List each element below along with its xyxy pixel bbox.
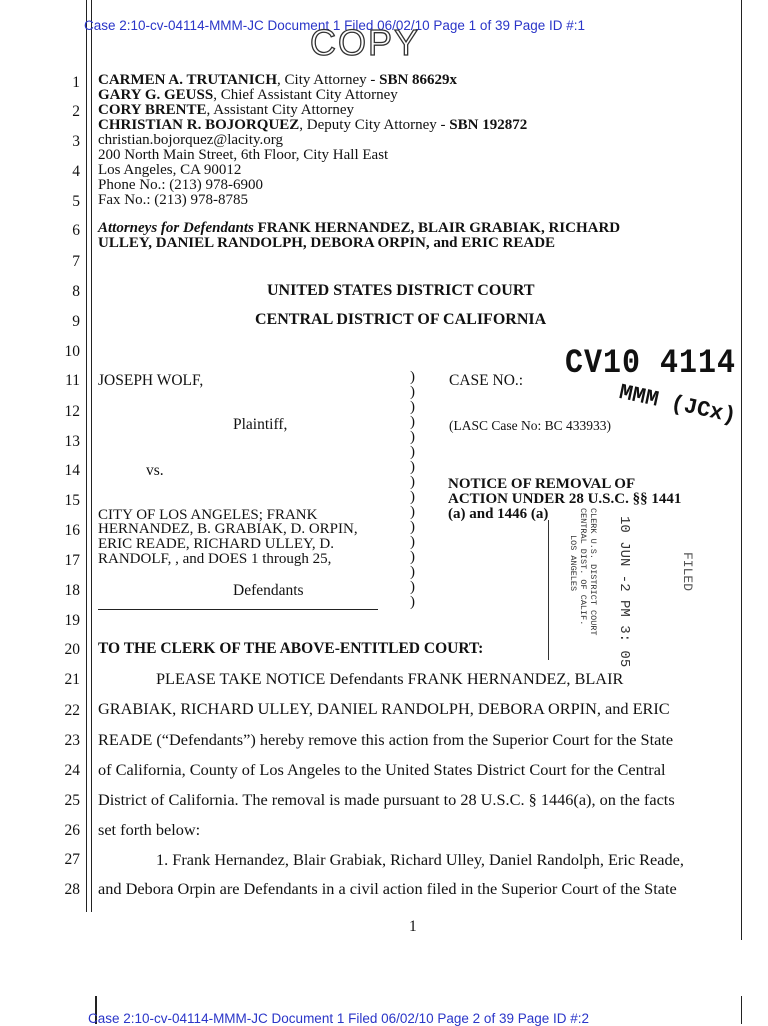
filed-stamp-city: LOS ANGELES — [568, 535, 578, 592]
filed-stamp-filed: FILED — [680, 552, 695, 592]
line-number: 6 — [72, 222, 80, 239]
line-number: 21 — [64, 671, 80, 688]
case-number-stamp: CV10 4114 — [565, 344, 737, 384]
line-number: 8 — [72, 283, 80, 300]
line-number: 9 — [72, 313, 80, 330]
page-left-rule — [86, 0, 87, 912]
filed-stamp-district: CENTRAL DIST. OF CALIF. — [578, 508, 588, 626]
body-line: District of California. The removal is made pursuant to 28 U.S.C. § 1446(a), on the facts — [98, 790, 675, 809]
defendant-line: HERNANDEZ, B. GRABIAK, D. ORPIN, — [98, 521, 358, 537]
line-number: 5 — [72, 193, 80, 210]
attorneys-for-label: Attorneys for Defendants — [98, 220, 254, 236]
attorney-line-4 — [98, 118, 527, 133]
attorney-title: , City Attorney - — [277, 72, 380, 88]
attorney-name: CARMEN A. TRUTANICH — [98, 72, 278, 88]
defendant-line: CITY OF LOS ANGELES; FRANK — [98, 507, 318, 523]
filed-stamp-clerk: CLERK U.S. DISTRICT COURT — [588, 508, 598, 636]
caption-paren: ) — [410, 549, 415, 565]
body-line: set forth below: — [98, 820, 201, 839]
defendant-line: ERIC READE, RICHARD ULLEY, D. — [98, 536, 334, 552]
line-number: 20 — [64, 641, 80, 658]
case-header: Case 2:10-cv-04114-MMM-JC Document 1 Filed 06/02/10 Page 1 of 39 Page ID #:1 — [84, 18, 586, 33]
attorney-line-2 — [98, 88, 398, 103]
notice-title-line: NOTICE OF REMOVAL OF — [448, 476, 636, 492]
caption-paren: ) — [410, 534, 415, 550]
attorney-name: CORY BRENTE — [98, 102, 207, 118]
caption-paren: ) — [410, 579, 415, 595]
case-no-label: CASE NO.: — [449, 372, 524, 389]
line-number: 24 — [64, 762, 80, 779]
body-line: PLEASE TAKE NOTICE Defendants FRANK HERNANDEZ, BLAIR — [156, 669, 624, 688]
body-line: and Debora Orpin are Defendants in a civil action filed in the Superior Court of the State — [98, 879, 677, 898]
caption-paren: ) — [410, 459, 415, 475]
contact-address: 200 North Main Street, 6th Floor, City Hall East — [98, 147, 389, 163]
attorney-bar: SBN 192872 — [449, 117, 528, 133]
attorney-name: GARY G. GEUSS — [98, 87, 214, 103]
lasc-case-number: (LASC Case No: BC 433933) — [449, 418, 611, 433]
line-number: 11 — [65, 372, 80, 389]
body-line: of California, County of Los Angeles to the United States District Court for the Central — [98, 760, 666, 779]
line-number: 16 — [64, 522, 80, 539]
caption-paren: ) — [410, 399, 415, 415]
court-district: CENTRAL DISTRICT OF CALIFORNIA — [255, 311, 547, 328]
page-left-rule-inner — [91, 0, 92, 912]
defendants-label: Defendants — [233, 582, 304, 599]
page2-right-rule — [741, 996, 742, 1024]
attorney-line-1 — [98, 73, 457, 88]
plaintiff-name: JOSEPH WOLF, — [98, 372, 204, 389]
line-number: 14 — [64, 462, 80, 479]
line-number: 4 — [72, 163, 80, 180]
court-name: UNITED STATES DISTRICT COURT — [267, 282, 535, 299]
filed-stamp-date: 10 JUN -2 PM 3: 05 — [616, 516, 632, 668]
page-number: 1 — [409, 918, 417, 935]
line-number: 7 — [72, 253, 80, 270]
line-number: 25 — [64, 792, 80, 809]
plaintiff-label: Plaintiff, — [233, 416, 288, 433]
notice-title-line: (a) and 1446 (a) — [448, 506, 549, 522]
body-line: READE (“Defendants”) hereby remove this action from the Superior Court for the State — [98, 730, 674, 749]
case-header-page-2: Case 2:10-cv-04114-MMM-JC Document 1 Filed 06/02/10 Page 2 of 39 Page ID #:2 — [88, 1011, 590, 1026]
attorney-title: , Deputy City Attorney - — [299, 117, 450, 133]
notice-title-line: ACTION UNDER 28 U.S.C. §§ 1441 — [448, 491, 682, 507]
line-number: 1 — [72, 74, 80, 91]
caption-paren: ) — [410, 384, 415, 400]
line-number: 12 — [64, 403, 80, 420]
attorney-bar: SBN 86629x — [379, 72, 458, 88]
line-number: 22 — [64, 702, 80, 719]
caption-paren: ) — [410, 369, 415, 385]
line-number: 28 — [64, 881, 80, 898]
attorney-title: , Chief Assistant City Attorney — [213, 87, 398, 103]
contact-email: christian.bojorquez@lacity.org — [98, 132, 284, 148]
filed-stamp-bracket — [548, 520, 549, 660]
caption-paren: ) — [410, 429, 415, 445]
judge-stamp: MMM (JCx) — [616, 380, 739, 430]
versus: vs. — [146, 462, 164, 479]
line-number: 17 — [64, 552, 80, 569]
line-number: 19 — [64, 612, 80, 629]
line-number: 10 — [64, 343, 80, 360]
caption-paren: ) — [410, 594, 415, 610]
contact-phone: Phone No.: (213) 978-6900 — [98, 177, 263, 193]
attorneys-for-names: FRANK HERNANDEZ, BLAIR GRABIAK, RICHARD — [253, 220, 621, 236]
attorney-line-3 — [98, 103, 354, 118]
line-number: 26 — [64, 822, 80, 839]
caption-paren: ) — [410, 564, 415, 580]
to-clerk-heading: TO THE CLERK OF THE ABOVE-ENTITLED COURT: — [98, 640, 484, 657]
attorneys-for-line-2: ULLEY, DANIEL RANDOLPH, DEBORA ORPIN, and ERIC READE — [98, 235, 556, 251]
attorneys-for-line-1 — [98, 221, 620, 236]
line-number: 27 — [64, 851, 80, 868]
contact-fax: Fax No.: (213) 978-8785 — [98, 192, 248, 208]
caption-paren: ) — [410, 414, 415, 430]
contact-city: Los Angeles, CA 90012 — [98, 162, 242, 178]
caption-paren: ) — [410, 489, 415, 505]
line-number: 3 — [72, 133, 80, 150]
page-right-rule — [741, 0, 742, 940]
defendant-line: RANDOLF, , and DOES 1 through 25, — [98, 551, 332, 567]
caption-paren: ) — [410, 519, 415, 535]
caption-paren: ) — [410, 474, 415, 490]
attorney-title: , Assistant City Attorney — [206, 102, 355, 118]
caption-paren: ) — [410, 444, 415, 460]
caption-underline — [98, 609, 378, 610]
body-line: 1. Frank Hernandez, Blair Grabiak, Richard Ulley, Daniel Randolph, Eric Reade, — [156, 850, 684, 869]
caption-paren: ) — [410, 504, 415, 520]
line-number: 18 — [64, 582, 80, 599]
body-line: GRABIAK, RICHARD ULLEY, DANIEL RANDOLPH, DEBORA ORPIN, and ERIC — [98, 699, 670, 718]
copy-stamp: COPY — [310, 22, 421, 63]
line-number: 2 — [72, 103, 80, 120]
line-number: 23 — [64, 732, 80, 749]
line-number: 15 — [64, 492, 80, 509]
line-number: 13 — [64, 433, 80, 450]
attorney-name: CHRISTIAN R. BOJORQUEZ — [98, 117, 300, 133]
